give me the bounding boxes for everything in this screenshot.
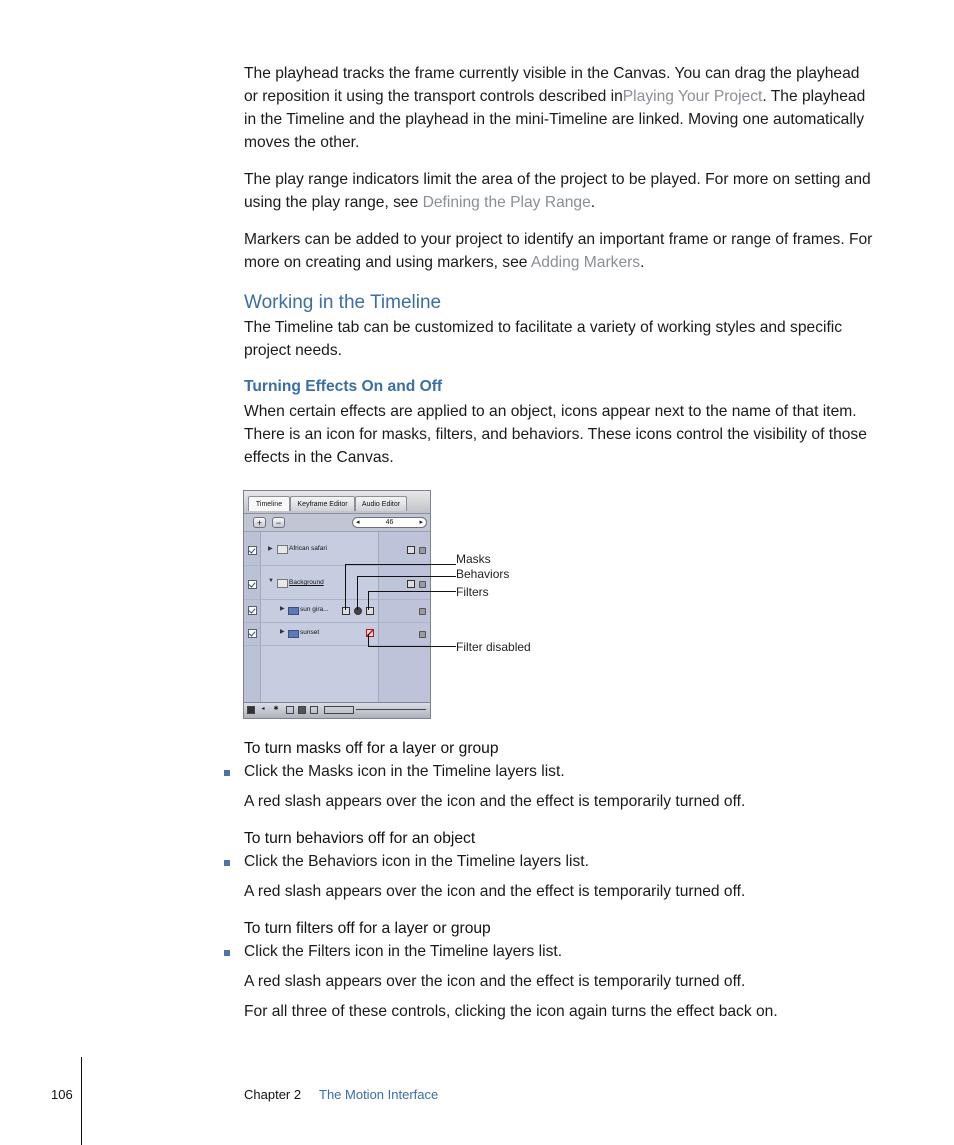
visibility-checkbox[interactable]: [248, 546, 257, 555]
lock-icon[interactable]: [419, 581, 426, 588]
layer-name: sunset: [300, 629, 320, 636]
paragraph-playhead: [244, 62, 876, 154]
paragraph-text: Markers can be added to your project to identify an important frame or range of frames. For more on creating and using markers, see: [244, 231, 873, 271]
lock-icon[interactable]: [419, 547, 426, 554]
timeline-bottom-bar: [244, 702, 430, 718]
callout-filters: Filters: [456, 585, 489, 599]
layer-name: sun gira...: [300, 606, 329, 613]
disclosure-triangle-icon[interactable]: ▼: [268, 578, 274, 584]
tab-keyframe-editor[interactable]: Keyframe Editor: [290, 496, 355, 511]
callout-line-masks-vert: [345, 564, 346, 610]
mask-toggle-icon[interactable]: [286, 706, 294, 714]
callout-line-masks: [345, 564, 456, 565]
visibility-checkbox[interactable]: [248, 629, 257, 638]
callout-line-behaviors-vert: [357, 576, 358, 610]
layer-name: Background: [289, 579, 324, 586]
bullet-icon: [224, 860, 230, 866]
section-body: The Timeline tab can be customized to facilitate a variety of working styles and specific project needs.: [244, 319, 843, 359]
layer-row[interactable]: [244, 623, 430, 646]
timeline-figure: [243, 490, 431, 719]
speaker-icon[interactable]: ◂: [261, 706, 265, 712]
layers-toggle-icon[interactable]: [310, 706, 318, 714]
subsection-heading: Turning Effects On and Off: [244, 378, 443, 395]
lock-icon[interactable]: [419, 608, 426, 615]
section-heading: Working in the Timeline: [244, 292, 442, 313]
callout-masks: Masks: [456, 552, 491, 566]
task-result-masks: A red slash appears over the icon and the effect is temporarily turned off.: [244, 793, 746, 810]
layer-row[interactable]: [244, 532, 430, 566]
callout-line-filter-disabled-vert: [368, 634, 369, 646]
task-step-behaviors: Click the Behaviors icon in the Timeline layers list.: [244, 853, 589, 870]
callout-line-filter-disabled: [368, 646, 456, 647]
mask-icon[interactable]: [342, 607, 350, 615]
tab-bar: [244, 491, 430, 514]
subsection-body: When certain effects are applied to an object, icons appear next to the name of that item. There is an icon for masks, filters, and behaviors. These icons control the visibility of those effects in the Canvas.: [244, 403, 867, 466]
group-icon: [277, 579, 288, 588]
page-number: 106: [51, 1087, 73, 1102]
paragraph-text: The playhead tracks the frame currently visible in the Canvas. You can drag the playhead or reposition it using the transport controls described in: [244, 65, 860, 105]
frame-number: 46: [385, 519, 394, 526]
tab-audio-editor[interactable]: Audio Editor: [355, 496, 407, 511]
layer-row[interactable]: [244, 600, 430, 623]
callout-line-filters: [368, 591, 456, 592]
visibility-checkbox[interactable]: [248, 580, 257, 589]
behavior-gear-icon[interactable]: [354, 607, 362, 615]
closing-note: For all three of these controls, clicking the icon again turns the effect back on.: [244, 1003, 778, 1020]
disclosure-triangle-icon[interactable]: ▶: [280, 606, 285, 612]
paragraph-markers: [244, 228, 876, 274]
remove-layer-button[interactable]: −: [272, 517, 285, 528]
add-layer-button[interactable]: +: [253, 517, 266, 528]
disclosure-triangle-icon[interactable]: ▶: [268, 546, 273, 552]
task-heading-masks: To turn masks off for a layer or group: [244, 740, 499, 757]
paragraph-text: .: [640, 254, 645, 271]
task-heading-filters: To turn filters off for a layer or group: [244, 920, 491, 937]
paragraph-play-range: [244, 168, 876, 214]
visibility-checkbox[interactable]: [248, 606, 257, 615]
footer-chapter: Chapter 2: [244, 1087, 302, 1102]
group-link-icon[interactable]: [407, 546, 415, 554]
paragraph-text: . The playhead in the Timeline and the playhead in the mini-Timeline are linked. Moving one automatically moves the other.: [244, 88, 866, 151]
bullet-icon: [224, 950, 230, 956]
right-arrow-icon: ▸: [419, 519, 423, 526]
callout-filter-disabled: Filter disabled: [456, 640, 531, 654]
task-heading-behaviors: To turn behaviors off for an object: [244, 830, 476, 847]
group-link-icon[interactable]: [407, 580, 415, 588]
task-result-behaviors: A red slash appears over the icon and the effect is temporarily turned off.: [244, 883, 746, 900]
task-step-filters: Click the Filters icon in the Timeline layers list.: [244, 943, 563, 960]
paragraph-text: The play range indicators limit the area of the project to be played. For more on setting and using the play range, see: [244, 171, 871, 211]
callout-behaviors: Behaviors: [456, 567, 510, 581]
link-adding-markers[interactable]: Adding Markers: [530, 254, 641, 271]
footer-divider: [81, 1057, 82, 1145]
image-layer-icon: [288, 607, 299, 615]
left-arrow-icon: ◂: [356, 519, 360, 526]
zoom-slider[interactable]: [324, 706, 354, 714]
frame-field[interactable]: [352, 517, 427, 528]
layer-name: African safari: [289, 545, 327, 552]
film-strip-icon[interactable]: [247, 706, 255, 714]
link-playing-your-project[interactable]: Playing Your Project: [622, 88, 763, 105]
callout-line-behaviors: [357, 576, 456, 577]
bullet-icon: [224, 770, 230, 776]
filter-toggle-icon[interactable]: [298, 706, 306, 714]
paragraph-text: .: [590, 194, 596, 211]
footer-chapter-title[interactable]: The Motion Interface: [319, 1087, 439, 1102]
callout-line-filters-vert: [368, 591, 369, 610]
image-layer-icon: [288, 630, 299, 638]
layer-row[interactable]: [244, 566, 430, 600]
timeline-control-bar: [244, 514, 430, 532]
behavior-toggle-icon[interactable]: ✱: [273, 706, 279, 712]
task-step-masks: Click the Masks icon in the Timeline layers list.: [244, 763, 565, 780]
tab-timeline[interactable]: Timeline: [248, 496, 290, 511]
timeline-ruler[interactable]: [356, 709, 426, 710]
link-defining-play-range[interactable]: Defining the Play Range: [422, 194, 591, 211]
group-icon: [277, 545, 288, 554]
lock-icon[interactable]: [419, 631, 426, 638]
disclosure-triangle-icon[interactable]: ▶: [280, 629, 285, 635]
task-result-filters: A red slash appears over the icon and the effect is temporarily turned off.: [244, 973, 746, 990]
